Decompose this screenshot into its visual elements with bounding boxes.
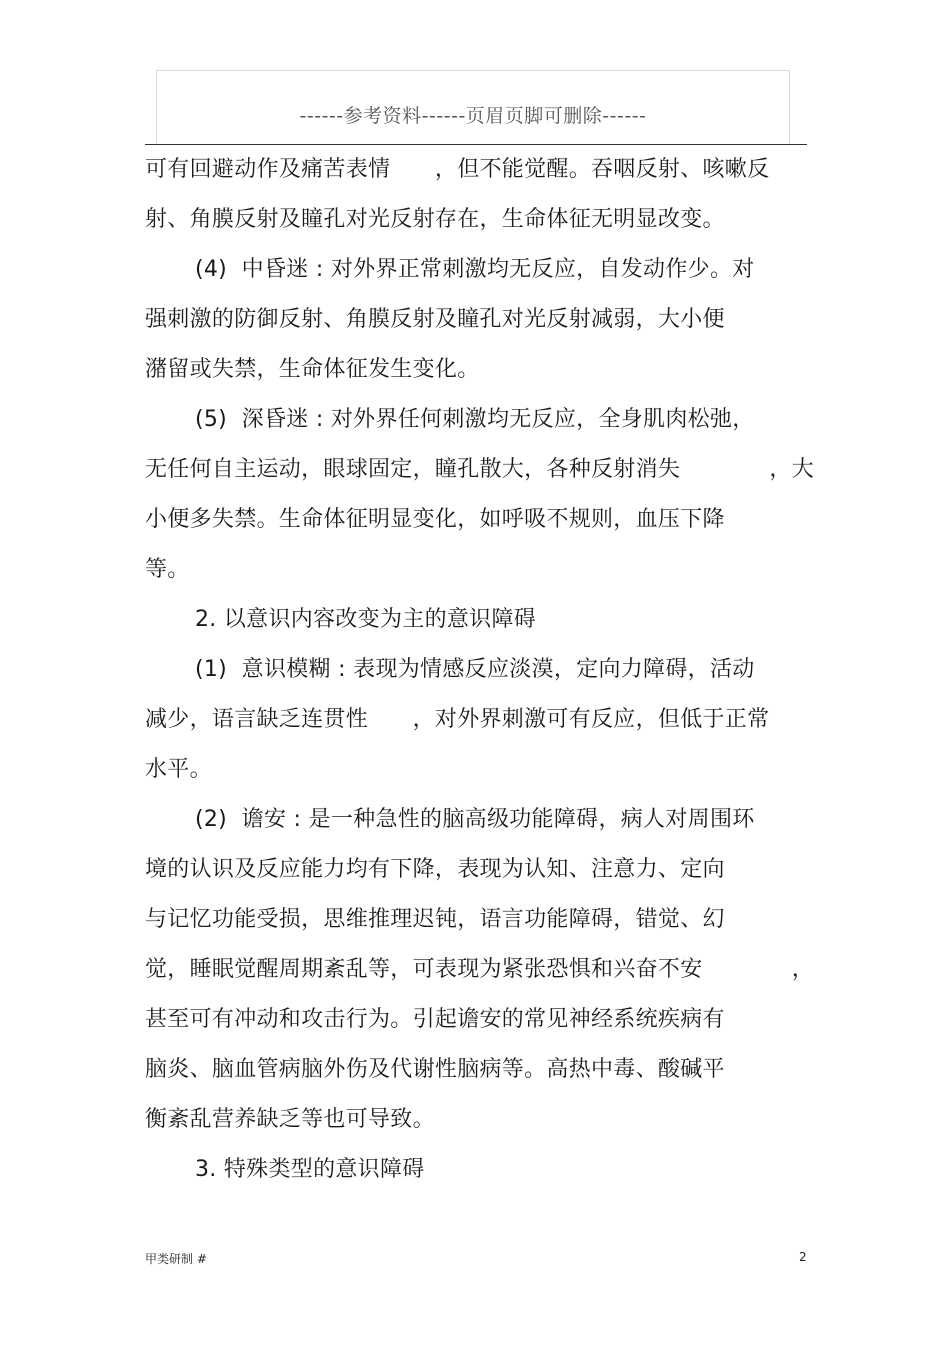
body-line: 与记忆功能受损，思维推理迟钝，语言功能障碍，错觉、幻: [145, 907, 725, 932]
body-line: 衡紊乱营养缺乏等也可导致。: [145, 1107, 435, 1132]
body-line: 等。: [145, 557, 190, 582]
body-line: 小便多失禁。生命体征明显变化，如呼吸不规则，血压下降: [145, 507, 725, 532]
body-line: (4) 中昏迷 : 对外界正常刺激均无反应，自发动作少。对: [195, 257, 755, 282]
body-line: 脑炎、脑血管病脑外伤及代谢性脑病等。高热中毒、酸碱平: [145, 1057, 725, 1082]
section-heading: 3. 特殊类型的意识障碍: [195, 1157, 425, 1182]
body-line: 强刺激的防御反射、角膜反射及瞳孔对光反射减弱，大小便: [145, 307, 725, 332]
footer-left-text: 甲类研制 #: [145, 1252, 207, 1266]
body-line: (5) 深昏迷 : 对外界任何刺激均无反应，全身肌肉松弛，: [195, 407, 755, 432]
body-line: (2) 谵安 : 是一种急性的脑高级功能障碍，病人对周围环: [195, 807, 755, 832]
body-line: 水平。: [145, 757, 212, 782]
body-line: 射、角膜反射及瞳孔对光反射存在，生命体征无明显改变。: [145, 207, 725, 232]
page-header: [156, 70, 790, 144]
section-heading: 2. 以意识内容改变为主的意识障碍: [195, 607, 537, 632]
header-rule: [145, 144, 807, 145]
body-line: 觉，睡眠觉醒周期紊乱等，可表现为紧张恐惧和兴奋不安 ，: [145, 957, 815, 982]
body-line: 减少，语言缺乏连贯性 ，对外界刺激可有反应，但低于正常: [145, 707, 770, 732]
body-line: 甚至可有冲动和攻击行为。引起谵安的常见神经系统疾病有: [145, 1007, 725, 1032]
body-line: (1) 意识模糊 : 表现为情感反应淡漠，定向力障碍，活动: [195, 657, 755, 682]
body-line: 潴留或失禁，生命体征发生变化。: [145, 357, 480, 382]
body-line: 境的认识及反应能力均有下降，表现为认知、注意力、定向: [145, 857, 725, 882]
body-line: 可有回避动作及痛苦表情 ，但不能觉醒。吞咽反射、咳嗽反: [145, 157, 770, 182]
body-line: 无任何自主运动，眼球固定，瞳孔散大，各种反射消失 ，大: [145, 457, 815, 482]
header-text: ------参考资料------页眉页脚可删除------: [299, 105, 647, 127]
page-number: 2: [799, 1250, 807, 1264]
